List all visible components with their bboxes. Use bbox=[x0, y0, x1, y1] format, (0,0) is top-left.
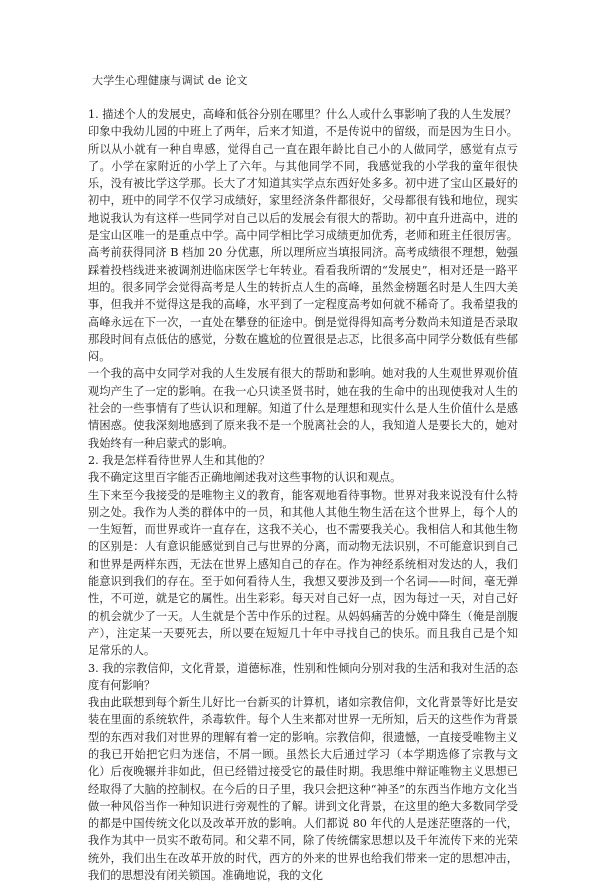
document-body bbox=[88, 106, 518, 884]
question-2-paragraph-1: 我不确定这里百字能否正确地阐述我对这些事物的认识和观点。 bbox=[88, 471, 402, 485]
question-2-paragraph-2: 生下来至今我接受的是唯物主义的教育，能客观地看待事物。世界对我来说没有什么特别之处。我作为人类的群体中的一员，和其他人其他生物生活在这个世界上，每个人的一生短暂，而世界或许一直存在，这我不关心，也不需要我关心。我相信人和其他生物的区别是：人有意识能感觉到自己与世界的分离，而动物无法识别，不可能意识到自己和世界是两样东西，无法在世界上感知自己的存在。作为神经系统相对发达的人，我们能意识到我们的存在。至于如何看待人生，我想又要涉及到一个名词——时间，毫无弹性，不可逆，就是它的属性。出生彩彩。每天对自己好一点，因为每过一天，对自己好的机会就少了一天。人生就是个苦中作乐的过程。从妈妈痛苦的分娩中降生（俺是剖腹产），注定某一天要死去，所以要在短短几十年中寻找自己的快乐。而且我自己是个知足常乐的人。 bbox=[88, 488, 518, 658]
question-3-heading: 3. 我的宗教信仰，文化背景，道德标准，性别和性倾向分别对我的生活和我对生活的态度有何影响？ bbox=[88, 661, 518, 692]
question-2-heading: 2. 我是怎样看待世界人生和其他的？ bbox=[88, 453, 271, 467]
question-1-paragraph-1: 印象中我幼儿园的中班上了两年，后来才知道，不是传说中的留级，而是因为生日小。所以从小就有一种自卑感，觉得自己一直在跟年龄比自己小的人做同学，感觉有点亏了。小学在家附近的小学上了六年。与其他同学不同，我感觉我的小学我的童年很快乐，没有被比学这学那。长大了才知道其实学点东西好处多多。初中进了宝山区最好的初中，班中的同学不仅学习成绩好，家里经济条件都很好，父母都很有钱和地位，现实地说我认为有这样一些同学对自己以后的发展会有很大的帮助。初中直升进高中，进的是宝山区唯一的是重点中学。高中同学相比学习成绩更加优秀，老师和班主任很厉害。高考前获得同济 B 档加 20 分优惠，所以理所应当填报同济。高考成绩很不理想，勉强踩着投档线进来被调剂进临床医学七年转业。看看我所谓的“发展史”，相对还是一路平坦的。很多同学会觉得高考是人生的转折点人生的高峰，虽然金榜题名时是人生四大美事，但我并不觉得这是我的高峰，水平到了一定程度高考如何就不稀奇了。我希望我的高峰永远在下一次，一直处在攀登的征途中。倒是觉得得知高考分数尚未知道是否录取那段时间有点低估的感觉，分数在尴尬的位置很是忐忑，比很多高中同学分数低有些郁闷。 bbox=[88, 125, 518, 364]
question-1-heading: 1. 描述个人的发展史，高峰和低谷分别在哪里？什么人或什么事影响了我的人生发展？ bbox=[88, 108, 517, 121]
question-3-paragraph-1: 我由此联想到每个新生儿好比一台新买的计算机，诸如宗教信仰，文化背景等好比是安装在里面的系统软件，杀毒软件。每个人生来都对世界一无所知，后天的这些作为背景型的东西对我们对世界的理解有着一定的影响。宗教信仰，很遗憾，一直接受唯物主义的我已开始把它归为迷信，不屑一顾。虽然长大后通过学习（本学期选修了宗教与文化）后夜晚辗并非如此，但已经错过接受它的最佳时期。我思维中辩证唯物主义思想已经取得了大脑的控制权。在今后的日子里，我只会把这种“神圣”的东西当作地方文化当做一种风俗当作一种知识进行旁观性的了解。讲到文化背景，在这里的绝大多数同学受的都是中国传统文化以及改革开放的影响。人们都说 80 年代的人是迷茫堕落的一代，我作为其中一员实不敢苟同。和父辈不同，除了传统儒家思想以及千年流传下来的光荣统外，我们出生在改革开放的时代，西方的外来的世界也给我们带来一定的思想冲击，我们的思想没有闭关锁国。准确地说，我的文化 bbox=[88, 696, 518, 883]
document-title: 大学生心理健康与调试 de 论文 bbox=[92, 74, 248, 87]
question-1-paragraph-2: 一个我的高中女同学对我的人生发展有很大的帮助和影响。她对我的人生观世界观价值观均产生了一定的影响。在我一心只读圣贤书时，她在我的生命中的出现使我对人生的社会的一些事情有了些认识和理解。知道了什么是理想和现实什么是人生价值什么是感情困惑。使我深刻地感到了原来我不是一个脱离社会的人，我知道人是要长大的，她对我始终有一种启蒙式的影响。 bbox=[88, 367, 518, 450]
